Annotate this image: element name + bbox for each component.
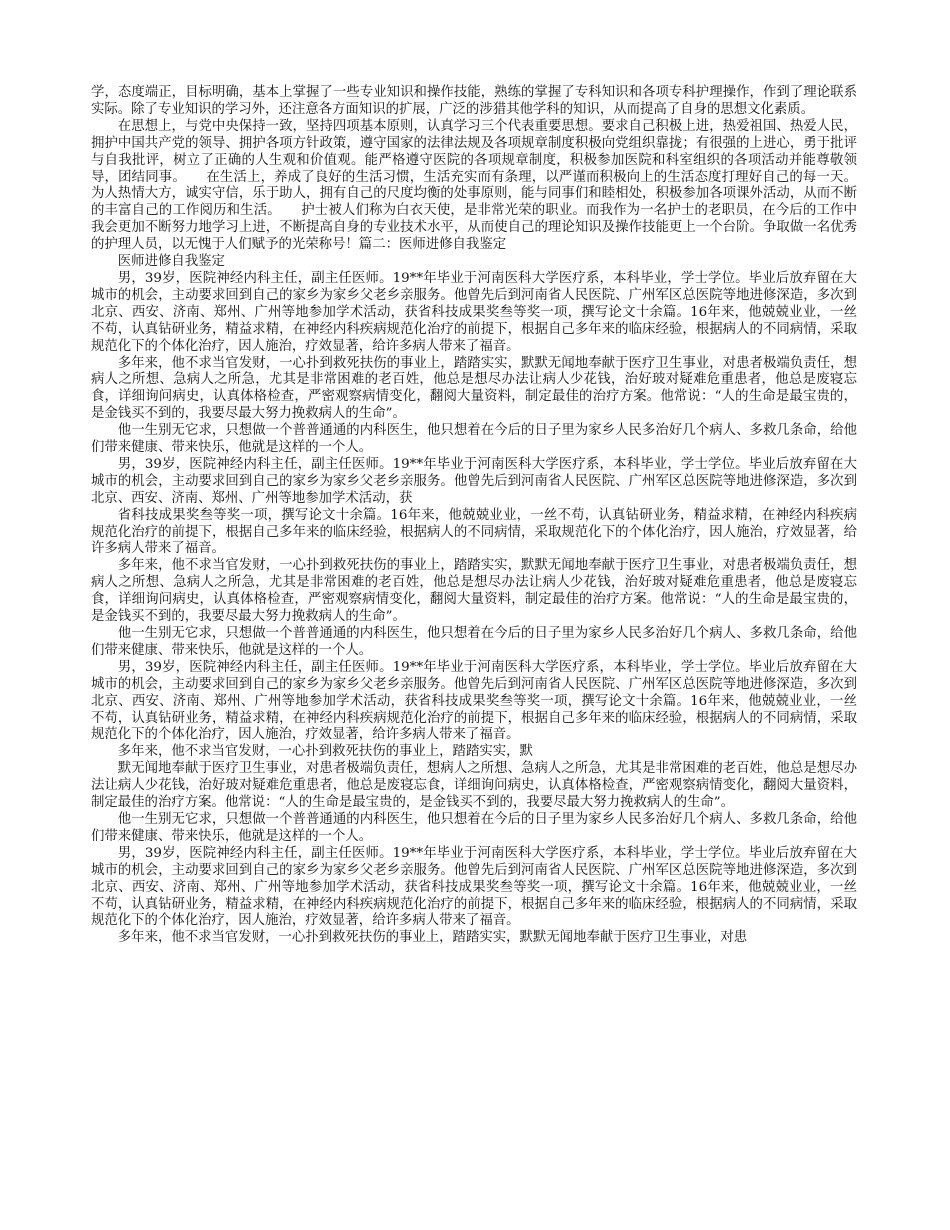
paragraph: 多年来，他不求当官发财，一心扑到救死扶伤的事业上，踏踏实实，默默无闻地奉献于医疗卫生事业，对患: [117, 930, 748, 946]
paragraph: 在思想上，与党中央保持一致，坚持四项基本原则，认真学习三个代表重要思想。要求自己积极上进，热爱祖国、热爱人民，拥护中国共产党的领导、拥护各项方针政策，遵守国家的法律法规及各项规章制度积极向党组织靠拢；有很强的上进心，勇于批评与自我批评，树立了正确的人生观和价值观。能严格遵守医院的各项规章制度，积极参加医院和科室组织的各项活动并能尊敬领导，团结同事。 在生活上，养成了良好的生活习惯，生活充实而有条理，以严谨而积极向上的生活态度打理好自己的每一天。为人热情大方，诚实守信，乐于助人，拥有自己的尺度均衡的处事原则，能与同事们和睦相处，积极参加各项课外活动，从而不断的丰富自己的工作阅历和生活。 护士被人们称为白衣天使，是非常光荣的职业。而我作为一名护士的老职员，在今后的工作中我会更加不断努力地学习上进，不断提高自身的专业技术水平，从而使自己的理论知识及操作技能更上一个台阶。争取做一名优秀的护理人员，以无愧于人们赋予的光荣称号！篇二：医师进修自我鉴定: [91, 118, 857, 253]
paragraph: 男，39岁，医院神经内科主任，副主任医师。19**年毕业于河南医科大学医疗系，本科毕业，学士学位。毕业后放弃留在大城市的机会，主动要求回到自己的家乡为家乡父老乡亲服务。他曾先后到河南省人民医院、广州军区总医院等地进修深造，多次到北京、西安、济南、郑州、广州等地参加学术活动，获省科技成果奖叁等奖一项，撰写论文十余篇。16年来，他兢兢业业，一丝不苟，认真钻研业务，精益求精，在神经内科疾病规范化治疗的前提下，根据自己多年来的临床经验，根据病人的不同病情，采取规范化下的个体化治疗，因人施治，疗效显著，给许多病人带来了福音。: [91, 845, 857, 929]
section-heading: 医师进修自我鉴定: [117, 254, 225, 270]
paragraph: 多年来，他不求当官发财，一心扑到救死扶伤的事业上，踏踏实实，默: [117, 744, 533, 760]
paragraph: 男，39岁，医院神经内科主任，副主任医师。19**年毕业于河南医科大学医疗系，本科毕业，学士学位。毕业后放弃留在大城市的机会，主动要求回到自己的家乡为家乡父老乡亲服务。他曾先后到河南省人民医院、广州军区总医院等地进修深造，多次到北京、西安、济南、郑州、广州等地参加学术活动，获: [91, 456, 857, 506]
paragraph: 默无闻地奉献于医疗卫生事业，对患者极端负责任，想病人之所想、急病人之所急，尤其是非常困难的老百姓，他总是想尽办法让病人少花钱，治好玻对疑难危重患者，他总是废寝忘食，详细询问病史，认真体格检查，严密观察病情变化，翻阅大量资料，制定最佳的治疗方案。他常说：“人的生命是最宝贵的，是金钱买不到的，我要尽最大努力挽救病人的生命”。: [91, 761, 857, 811]
paragraph: 他一生别无它求，只想做一个普普通通的内科医生，他只想着在今后的日子里为家乡人民多治好几个病人、多救几条命，给他们带来健康、带来快乐，他就是这样的一个人。: [91, 811, 857, 844]
paragraph: 多年来，他不求当官发财，一心扑到救死扶伤的事业上，踏踏实实，默默无闻地奉献于医疗卫生事业，对患者极端负责任，想病人之所想、急病人之所急，尤其是非常困难的老百姓，他总是想尽办法让病人少花钱，治好玻对疑难危重患者，他总是废寝忘食，详细询问病史，认真体格检查，严密观察病情变化，翻阅大量资料，制定最佳的治疗方案。他常说：“人的生命是最宝贵的，是金钱买不到的，我要尽最大努力挽救病人的生命”。: [91, 558, 857, 625]
paragraph: 男，39岁，医院神经内科主任，副主任医师。19**年毕业于河南医科大学医疗系，本科毕业，学士学位。毕业后放弃留在大城市的机会，主动要求回到自己的家乡为家乡父老乡亲服务。他曾先后到河南省人民医院、广州军区总医院等地进修深造，多次到北京、西安、济南、郑州、广州等地参加学术活动，获省科技成果奖叁等奖一项，撰写论文十余篇。16年来，他兢兢业业，一丝不苟，认真钻研业务，精益求精，在神经内科疾病规范化治疗的前提下，根据自己多年来的临床经验，根据病人的不同病情，采取规范化下的个体化治疗，因人施治，疗效显著，给许多病人带来了福音。: [91, 270, 857, 354]
paragraph: 男，39岁，医院神经内科主任，副主任医师。19**年毕业于河南医科大学医疗系，本科毕业，学士学位。毕业后放弃留在大城市的机会，主动要求回到自己的家乡为家乡父老乡亲服务。他曾先后到河南省人民医院、广州军区总医院等地进修深造，多次到北京、西安、济南、郑州、广州等地参加学术活动，获省科技成果奖叁等奖一项，撰写论文十余篇。16年来，他兢兢业业，一丝不苟，认真钻研业务，精益求精，在神经内科疾病规范化治疗的前提下，根据自己多年来的临床经验，根据病人的不同病情，采取规范化下的个体化治疗，因人施治，疗效显著，给许多病人带来了福音。: [91, 659, 857, 743]
paragraph: 他一生别无它求，只想做一个普普通通的内科医生，他只想着在今后的日子里为家乡人民多治好几个病人、多救几条命，给他们带来健康、带来快乐，他就是这样的一个人。: [91, 423, 857, 456]
document-body: [91, 85, 857, 947]
paragraph: 他一生别无它求，只想做一个普普通通的内科医生，他只想着在今后的日子里为家乡人民多治好几个病人、多救几条命，给他们带来健康、带来快乐，他就是这样的一个人。: [91, 626, 857, 658]
paragraph: 省科技成果奖叁等奖一项，撰写论文十余篇。16年来，他兢兢业业，一丝不苟，认真钻研业务，精益求精，在神经内科疾病规范化治疗的前提下，根据自己多年来的临床经验，根据病人的不同病情，采取规范化下的个体化治疗，因人施治，疗效显著，给许多病人带来了福音。: [91, 507, 857, 557]
paragraph: 多年来，他不求当官发财，一心扑到救死扶伤的事业上，踏踏实实，默默无闻地奉献于医疗卫生事业，对患者极端负责任，想病人之所想、急病人之所急，尤其是非常困难的老百姓，他总是想尽办法让病人少花钱，治好玻对疑难危重患者，他总是废寝忘食，详细询问病史，认真体格检查，严密观察病情变化，翻阅大量资料，制定最佳的治疗方案。他常说：“人的生命是最宝贵的，是金钱买不到的，我要尽最大努力挽救病人的生命”。: [91, 355, 857, 422]
paragraph: 学，态度端正，目标明确，基本上掌握了一些专业知识和操作技能，熟练的掌握了专科知识和各项专科护理操作，作到了理论联系实际。除了专业知识的学习外，还注意各方面知识的扩展，广泛的涉猎其他学科的知识，从而提高了自身的思想文化素质。: [91, 85, 857, 117]
